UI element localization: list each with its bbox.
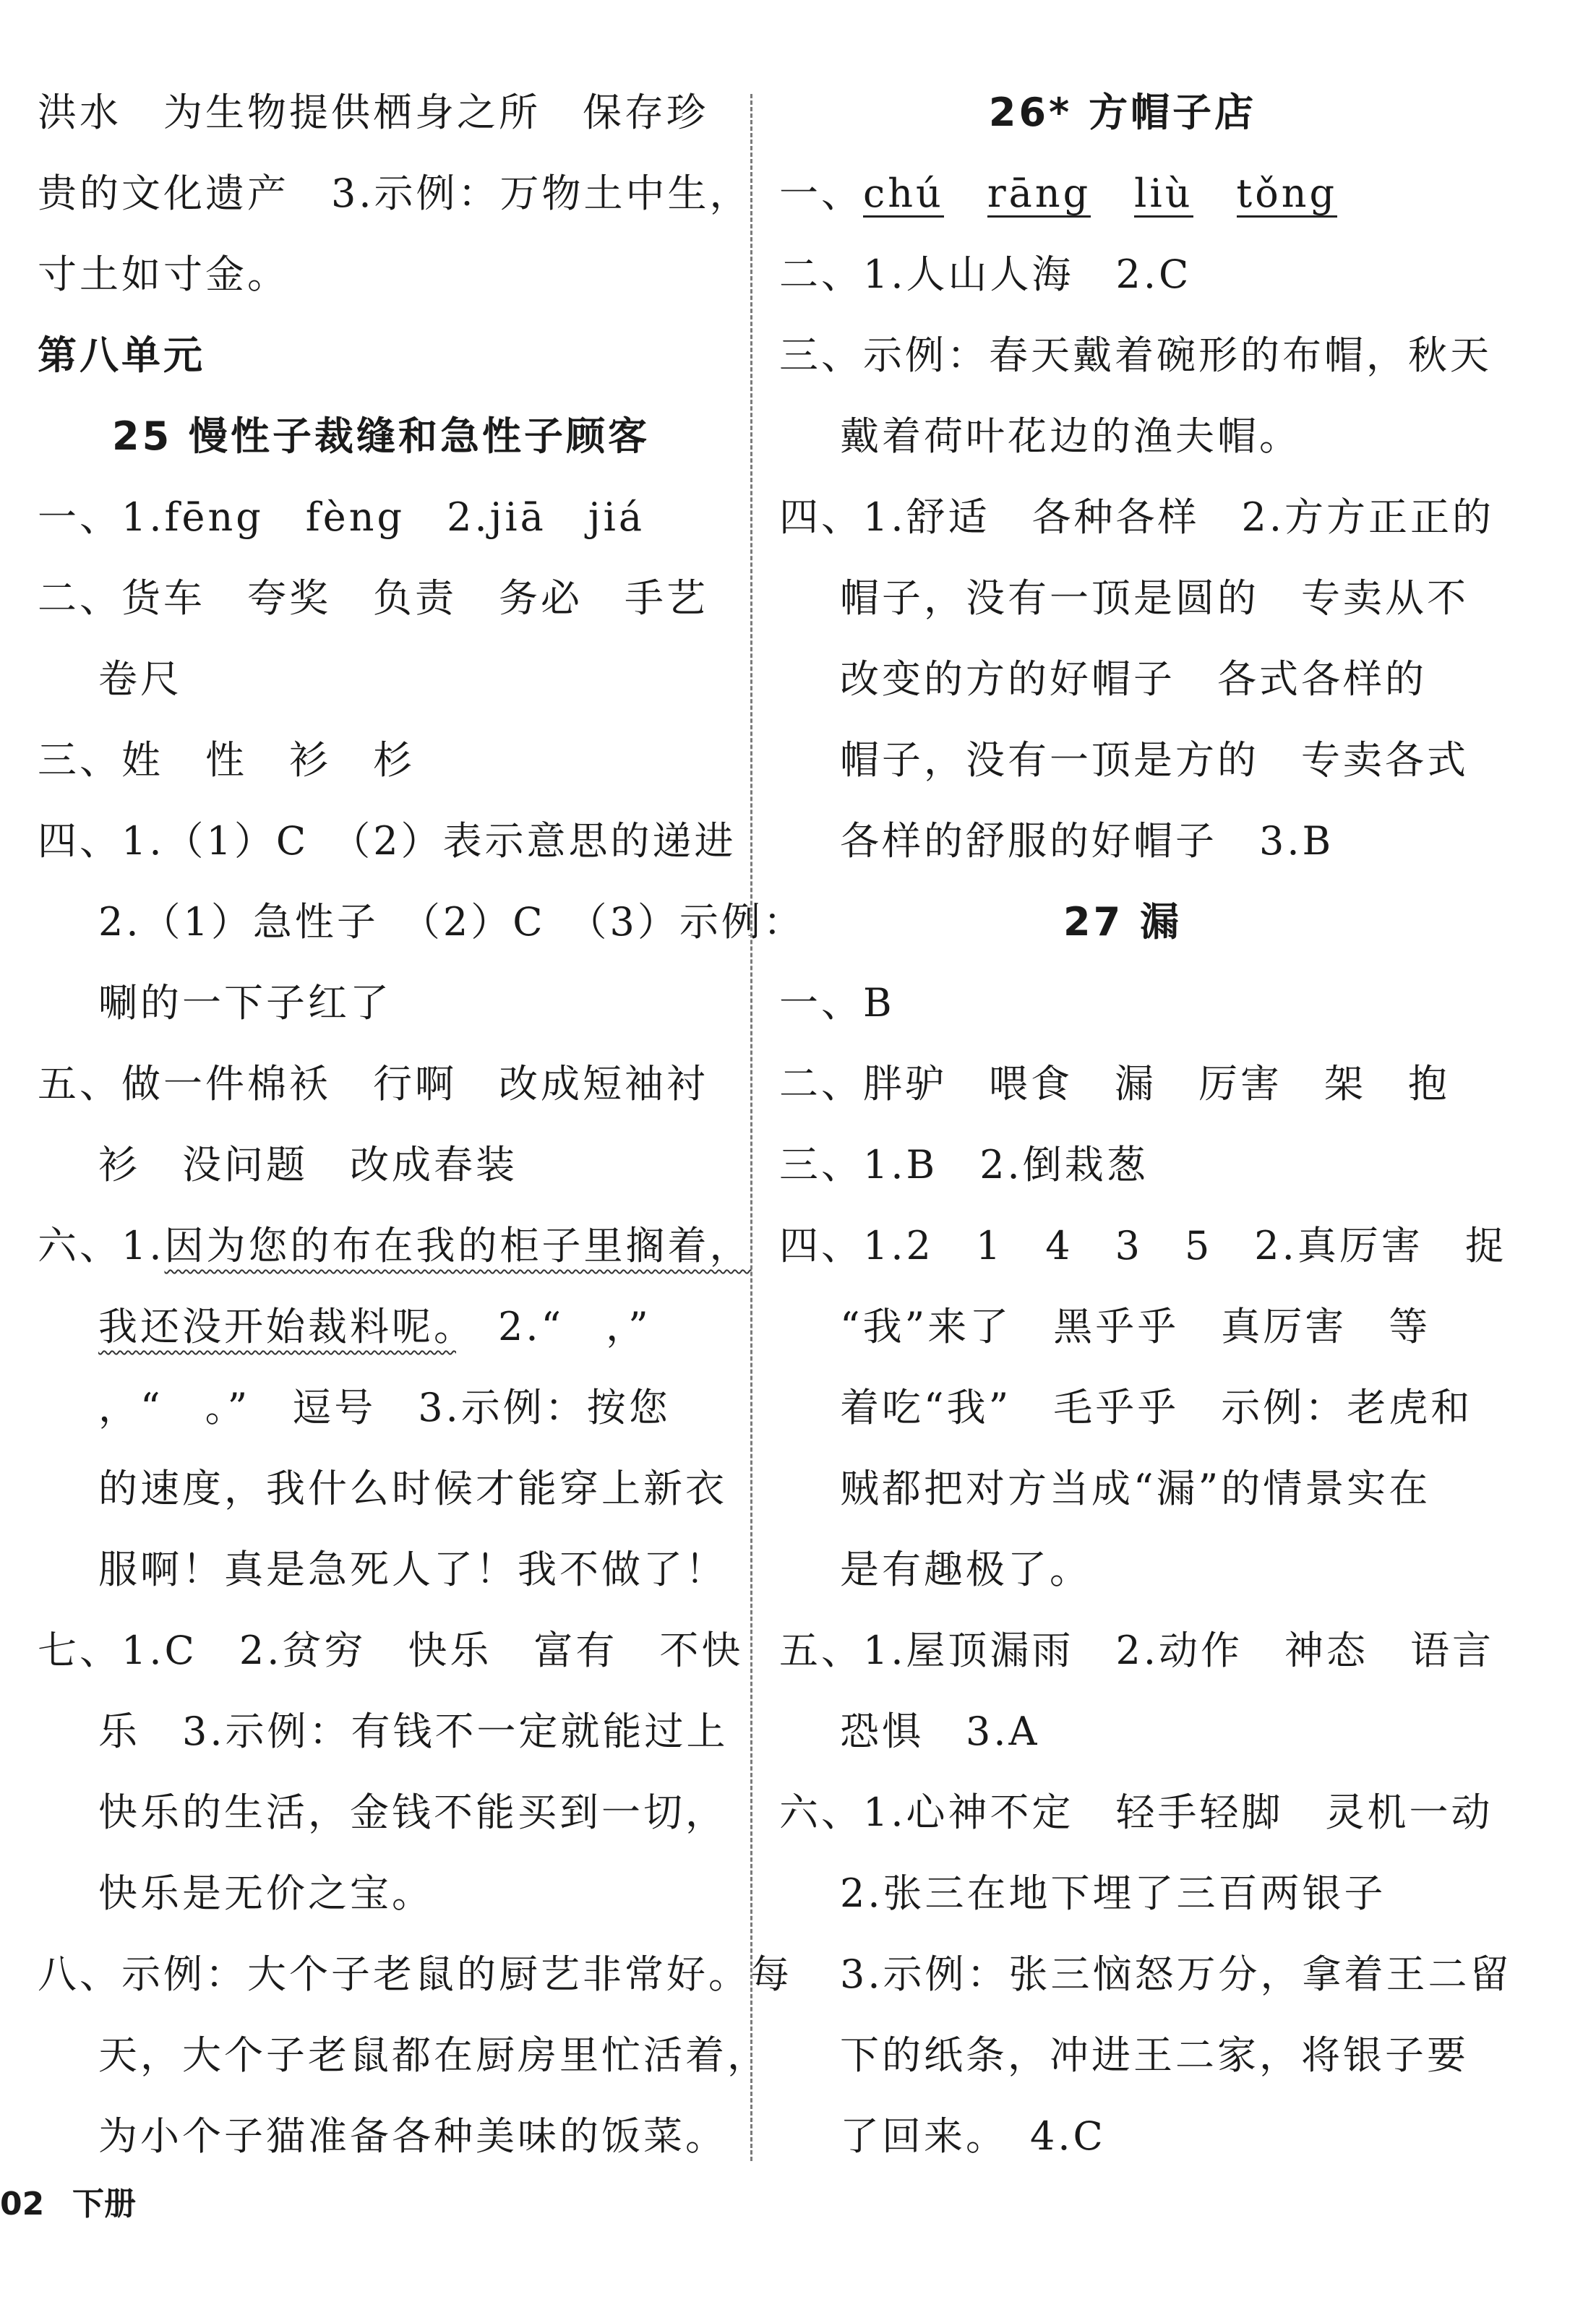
answer-line: 快乐是无价之宝。 [98, 1871, 434, 1916]
page-footer [0, 2176, 136, 2233]
wavy-underlined-sentence: 因为您的布在我的柜子里搁着， [164, 1223, 752, 1268]
answer-line: 三、1.B 2.倒栽葱 [779, 1142, 1149, 1187]
volume-label: 下册 [72, 2186, 136, 2222]
page-number: 02 [0, 2186, 45, 2222]
answer-line: 卷尺 [98, 656, 182, 702]
answer-line: 二、胖驴 喂食 漏 厉害 架 抱 [779, 1061, 1450, 1107]
answer-line: “我”来了 黑乎乎 真厉害 等 [840, 1304, 1431, 1349]
answer-line: 四、1.舒适 各种各样 2.方方正正的 [779, 494, 1495, 540]
answer-line: 戴着荷叶花边的渔夫帽。 [840, 413, 1301, 459]
answer-line: 三、姓 性 衫 杉 [38, 737, 415, 783]
answer-line: 贼都把对方当成“漏”的情景实在 [840, 1466, 1431, 1511]
lesson-title: 26* 方帽子店 [988, 90, 1257, 135]
answer-line: 为小个子猫准备各种美味的饭菜。 [98, 2113, 727, 2159]
left-column [38, 72, 805, 2177]
pinyin-answer-line [779, 153, 1466, 234]
answer-line: 天，大个子老鼠都在厨房里忙活着， [98, 2032, 769, 2078]
answer-line: 着吃“我” 毛乎乎 示例：老虎和 [840, 1385, 1473, 1430]
lesson-title: 25 慢性子裁缝和急性子顾客 [112, 413, 650, 459]
answer-line: 四、1.2 1 4 3 5 2.真厉害 捉 [779, 1223, 1507, 1268]
lesson-title: 27 漏 [1063, 899, 1182, 945]
pinyin-underlined: rāng [987, 171, 1091, 216]
answer-line: 二、1.人山人海 2.C [779, 252, 1192, 297]
text-line: 贵的文化遗产 3.示例：万物土中生， [38, 171, 752, 216]
pinyin-underlined: chú [863, 171, 944, 216]
answer-line: 衫 没问题 改成春装 [98, 1142, 518, 1187]
text-line: 洪水 为生物提供栖身之所 保存珍 [38, 90, 708, 135]
answer-line: 服啊！真是急死人了！我不做了！ [98, 1547, 727, 1592]
answer-line: 四、1.（1）C （2）表示意思的递进 [38, 818, 737, 864]
answer-line: 3.示例：张三恼怒万分，拿着王二留 [840, 1951, 1512, 1997]
answer-text: 2.“ ，” [456, 1304, 651, 1349]
answer-line: 三、示例：春天戴着碗形的布帽，秋天 [779, 332, 1492, 378]
text-line: 寸土如寸金。 [38, 252, 289, 297]
answer-line: 帽子，没有一顶是方的 专卖各式 [840, 737, 1469, 783]
answer-line [38, 1287, 724, 1367]
answer-line: 了回来。 4.C [840, 2113, 1106, 2159]
answer-line: 2.（1）急性子 （2）C （3）示例： [98, 899, 805, 945]
answer-line: 帽子，没有一顶是圆的 专卖从不 [840, 575, 1469, 621]
answer-line: 五、做一件棉袄 行啊 改成短袖衬 [38, 1061, 708, 1107]
unit-heading: 第八单元 [38, 332, 205, 378]
answer-line: 乐 3.示例：有钱不一定就能过上 [98, 1709, 729, 1754]
answer-line: 一、1.fēng fèng 2.jiā jiá [38, 494, 645, 540]
answer-line: 恐惧 3.A [840, 1709, 1040, 1754]
pinyin-prefix: 一、 [779, 171, 863, 216]
column-divider [750, 94, 752, 2161]
answer-line: 2.张三在地下埋了三百两银子 [840, 1871, 1386, 1916]
right-column [779, 72, 1512, 2177]
answer-line: 七、1.C 2.贫穷 快乐 富有 不快 [38, 1628, 744, 1673]
answer-line: 一、B [779, 980, 895, 1026]
answer-line: 二、货车 夸奖 负责 务必 手艺 [38, 575, 708, 621]
answer-line: 快乐的生活，金钱不能买到一切， [98, 1790, 727, 1835]
pinyin-underlined: tǒng [1236, 171, 1338, 216]
answer-line: 下的纸条，冲进王二家，将银子要 [840, 2032, 1469, 2078]
answer-line-six [38, 1206, 752, 1287]
answer-line: ，“ 。” 逗号 3.示例：按您 [98, 1385, 671, 1430]
answer-line: 改变的方的好帽子 各式各样的 [840, 656, 1427, 702]
six-prefix: 六、1. [38, 1223, 165, 1268]
answer-line: 各样的舒服的好帽子 3.B [840, 818, 1334, 864]
pinyin-underlined: liù [1134, 171, 1193, 216]
answer-line: 的速度，我什么时候才能穿上新衣 [98, 1466, 727, 1511]
answer-line: 六、1.心神不定 轻手轻脚 灵机一动 [779, 1790, 1493, 1835]
answer-line: 是有趣极了。 [840, 1547, 1091, 1592]
answer-line: 五、1.屋顶漏雨 2.动作 神态 语言 [779, 1628, 1495, 1673]
answer-line: 八、示例：大个子老鼠的厨艺非常好。每 [38, 1951, 792, 1997]
wavy-underlined-sentence: 我还没开始裁料呢。 [98, 1304, 456, 1349]
answer-line: 唰的一下子红了 [98, 980, 392, 1026]
